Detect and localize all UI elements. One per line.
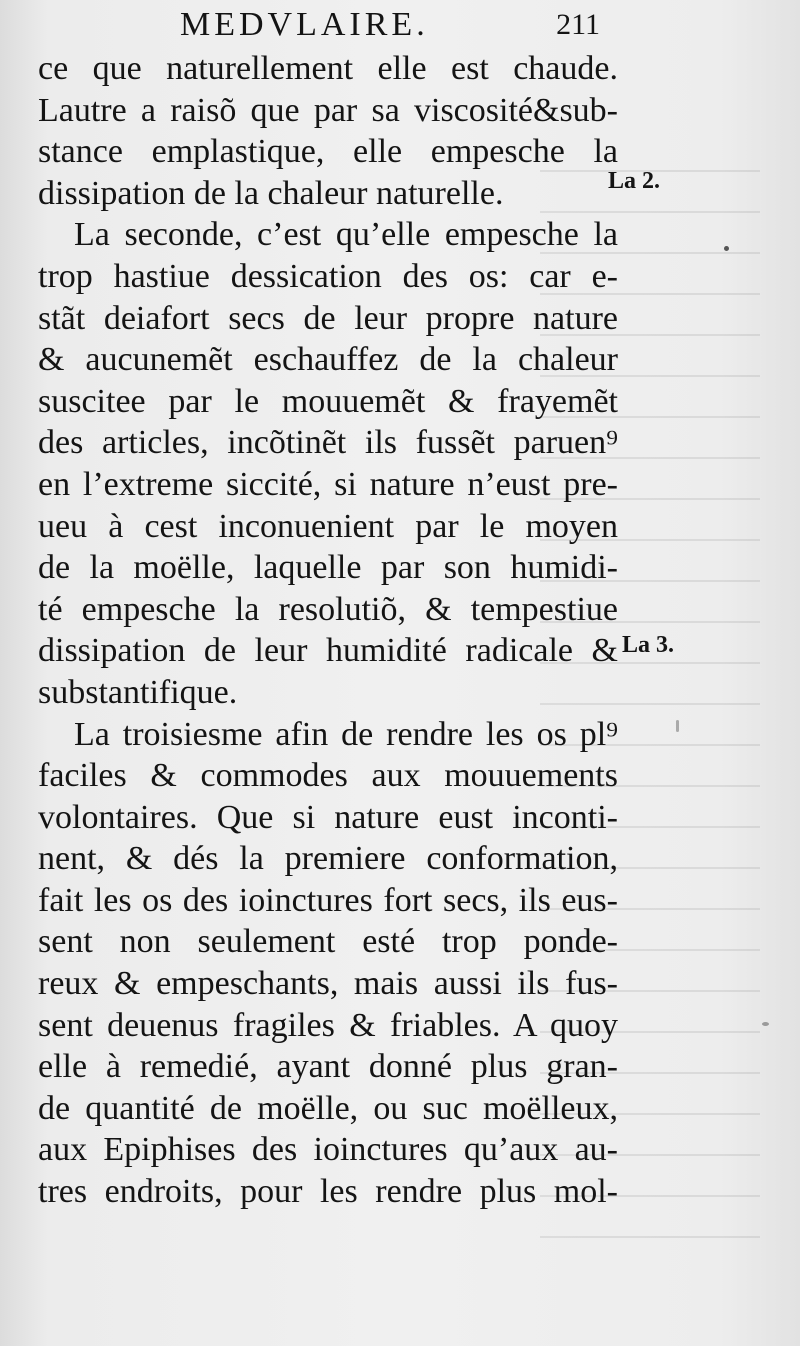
ink-speck [762,1022,769,1026]
marginal-note: La 3. [622,632,675,658]
text-line: de la moëlle, laquelle par son humidi- [38,549,618,587]
paragraph-start-line: La seconde, c’est qu’elle empesche la [74,216,618,254]
text-line: stãt deiafort secs de leur propre nature [38,299,618,337]
text-line: reux & empeschants, mais aussi ils fus- [38,965,618,1003]
text-line: des articles, incõtinẽt ils fussẽt paruen⁹ [38,424,618,462]
paragraph-start-line: La troisiesme afin de rendre les os pl⁹ [74,715,618,753]
text-line: nent, & dés la premiere conformation, [38,840,618,878]
text-line: sent deuenus fragiles & friables. A quoy [38,1006,618,1044]
text-line: ueu à cest inconuenient par le moyen [38,507,618,545]
text-line: dissipation de leur humidité radicale & [38,632,618,670]
text-line: suscitee par le mouuemẽt & frayemẽt [38,382,618,420]
text-line: faciles & commodes aux mouuements [38,757,618,795]
text-line: volontaires. Que si nature eust inconti- [38,798,618,836]
ink-speck [724,246,729,251]
text-line: en l’extreme siccité, si nature n’eust pre- [38,465,618,503]
text-line: stance emplastique, elle empesche la [38,133,618,171]
body-text [38,48,618,1213]
text-line: tres endroits, pour les rendre plus mol- [38,1173,618,1211]
text-line: fait les os des ioinctures fort secs, ils eus- [38,881,618,919]
text-line: Lautre a raisõ que par sa viscosité&sub- [38,91,618,129]
text-line: té empesche la resolutiõ, & tempestiue [38,590,618,628]
text-line: trop hastiue dessication des os: car e- [38,257,618,295]
ink-speck [676,720,679,732]
page-number: 211 [556,8,600,41]
text-line: & aucunemẽt eschauffez de la chaleur [38,341,618,379]
text-line: aux Epiphises des ioinctures qu’aux au- [38,1131,618,1169]
text-line: substantifique. [38,673,238,711]
running-title: MEDVLAIRE. [180,6,429,43]
text-line: sent non seulement esté trop ponde- [38,923,618,961]
page-header [40,6,600,46]
text-line: elle à remedié, ayant donné plus gran- [38,1048,618,1086]
text-line: dissipation de la chaleur naturelle. [38,174,504,212]
marginal-note: La 2. [608,168,661,194]
text-line: ce que naturellement elle est chaude. [38,50,618,87]
text-line: de quantité de moëlle, ou suc moëlleux, [38,1089,618,1127]
